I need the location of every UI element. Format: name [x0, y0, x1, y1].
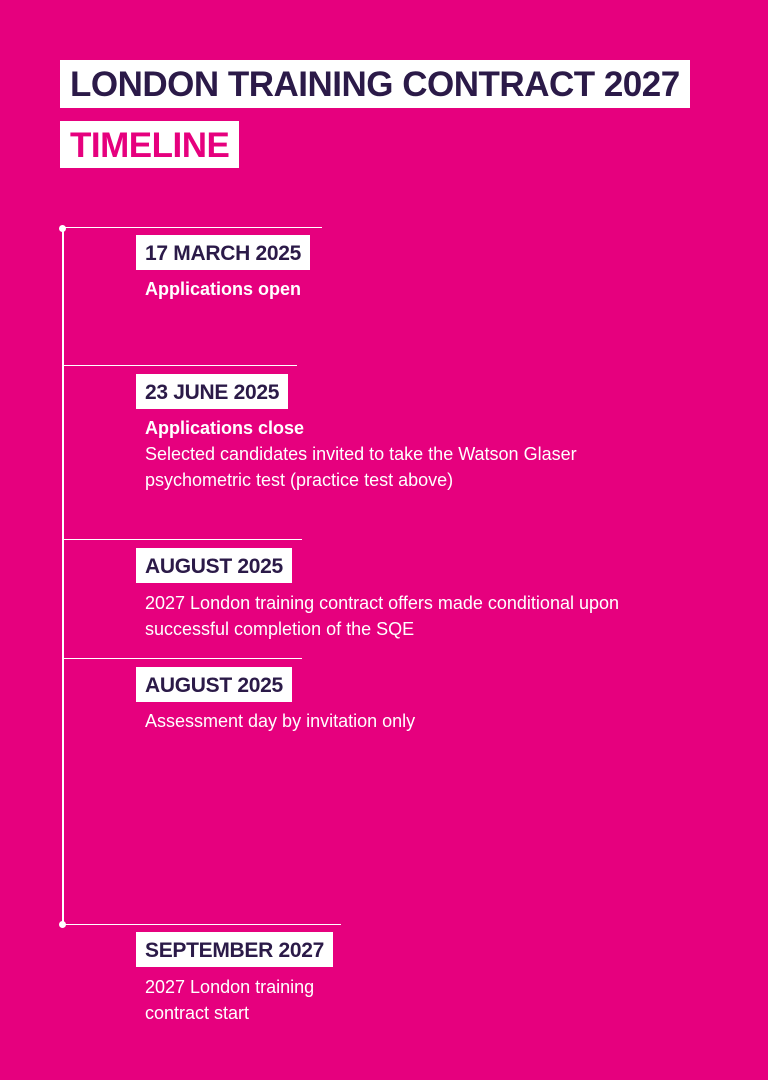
- timeline-connector: [62, 539, 302, 540]
- event-description: Selected candidates invited to take the Watson Glaser psychometric test (practice test above): [145, 444, 577, 490]
- page-title: LONDON TRAINING CONTRACT 2027: [60, 60, 690, 108]
- event-title: Applications close: [145, 418, 305, 438]
- timeline-axis: [62, 228, 64, 925]
- timeline-connector: [62, 658, 302, 659]
- event-date: SEPTEMBER 2027: [136, 932, 333, 967]
- event-date: 23 JUNE 2025: [136, 374, 288, 409]
- event-title: Applications open: [145, 279, 302, 299]
- timeline-connector: [62, 365, 297, 366]
- event-description: 2027 London training contract offers made conditional upon successful completion of the SQE: [145, 593, 620, 639]
- event-date: AUGUST 2025: [136, 548, 292, 583]
- event-description: 2027 London training contract start: [145, 977, 315, 1023]
- event-date: 17 MARCH 2025: [136, 235, 310, 270]
- timeline-connector: [62, 924, 341, 925]
- page-subtitle: TIMELINE: [60, 121, 239, 168]
- event-date: AUGUST 2025: [136, 667, 292, 702]
- event-description: Assessment day by invitation only: [145, 711, 416, 731]
- timeline-connector: [62, 227, 322, 228]
